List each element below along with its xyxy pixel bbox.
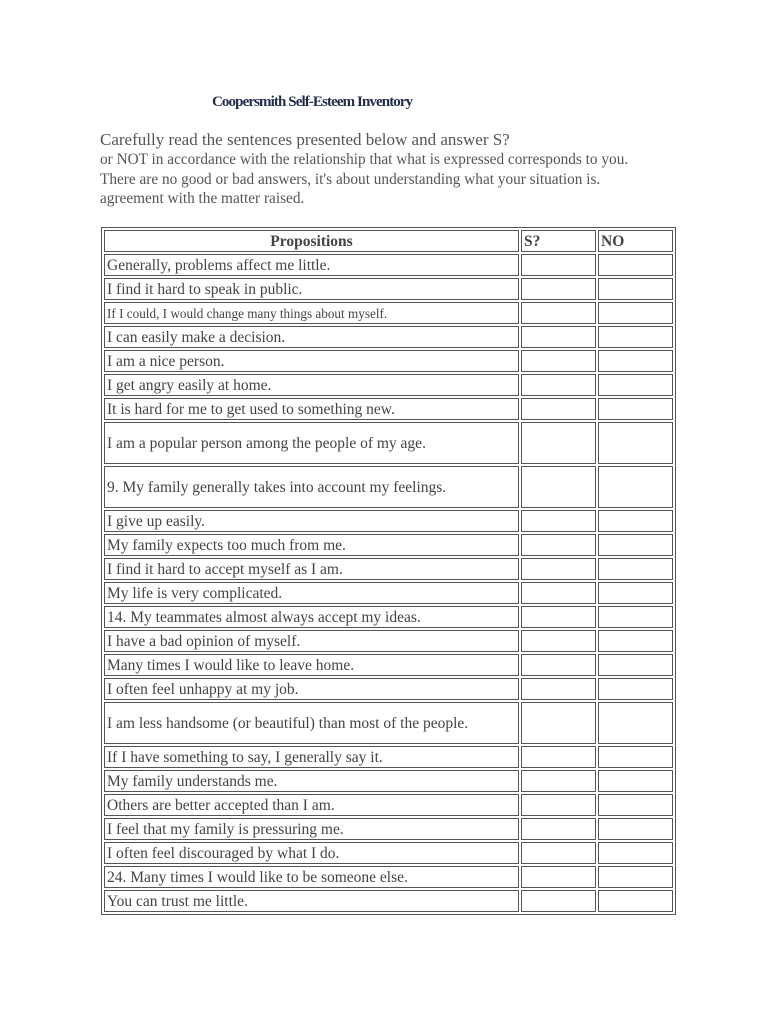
answer-no-cell[interactable]: [598, 422, 673, 464]
answer-s-cell[interactable]: [521, 254, 596, 276]
instruction-line: There are no good or bad answers, it's about understanding what your situation is.: [100, 170, 601, 188]
answer-no-cell[interactable]: [598, 350, 673, 372]
table-row: [104, 818, 673, 840]
answer-s-cell[interactable]: [521, 302, 596, 324]
table-row: [104, 654, 673, 676]
proposition-text: If I could, I would change many things about myself.: [104, 302, 519, 324]
proposition-text: I am a nice person.: [104, 350, 519, 372]
table-row: [104, 398, 673, 420]
table-row: [104, 630, 673, 652]
table-row: [104, 510, 673, 532]
answer-no-cell[interactable]: [598, 678, 673, 700]
answer-no-cell[interactable]: [598, 794, 673, 816]
instruction-line: Carefully read the sentences presented below and answer S?: [100, 130, 510, 149]
table-row: [104, 326, 673, 348]
answer-no-cell[interactable]: [598, 398, 673, 420]
answer-s-cell[interactable]: [521, 278, 596, 300]
table-row: [104, 582, 673, 604]
proposition-text: I get angry easily at home.: [104, 374, 519, 396]
answer-no-cell[interactable]: [598, 866, 673, 888]
answer-no-cell[interactable]: [598, 326, 673, 348]
document-title: Coopersmith Self-Esteem Inventory: [212, 94, 413, 110]
table-row: [104, 770, 673, 792]
answer-no-cell[interactable]: [598, 374, 673, 396]
proposition-text: You can trust me little.: [104, 890, 519, 912]
answer-no-cell[interactable]: [598, 746, 673, 768]
answer-s-cell[interactable]: [521, 746, 596, 768]
proposition-text: I find it hard to speak in public.: [104, 278, 519, 300]
answer-s-cell[interactable]: [521, 374, 596, 396]
instructions: [100, 130, 700, 209]
proposition-text: I have a bad opinion of myself.: [104, 630, 519, 652]
table-row: [104, 866, 673, 888]
table-row: [104, 794, 673, 816]
table-row: [104, 466, 673, 508]
table-row: [104, 254, 673, 276]
proposition-text: If I have something to say, I generally say it.: [104, 746, 519, 768]
answer-s-cell[interactable]: [521, 398, 596, 420]
answer-no-cell[interactable]: [598, 278, 673, 300]
table-row: [104, 890, 673, 912]
answer-no-cell[interactable]: [598, 582, 673, 604]
no-header: NO: [598, 230, 673, 252]
answer-s-cell[interactable]: [521, 510, 596, 532]
proposition-text: My life is very complicated.: [104, 582, 519, 604]
proposition-text: I often feel discouraged by what I do.: [104, 842, 519, 864]
proposition-text: My family understands me.: [104, 770, 519, 792]
propositions-header: Propositions: [104, 230, 519, 252]
answer-s-cell[interactable]: [521, 558, 596, 580]
table-row: [104, 842, 673, 864]
answer-s-cell[interactable]: [521, 326, 596, 348]
answer-no-cell[interactable]: [598, 606, 673, 628]
answer-no-cell[interactable]: [598, 510, 673, 532]
answer-s-cell[interactable]: [521, 678, 596, 700]
proposition-text: Others are better accepted than I am.: [104, 794, 519, 816]
table-row: [104, 374, 673, 396]
table-row: [104, 534, 673, 556]
answer-no-cell[interactable]: [598, 302, 673, 324]
answer-no-cell[interactable]: [598, 534, 673, 556]
answer-s-cell[interactable]: [521, 422, 596, 464]
answer-s-cell[interactable]: [521, 770, 596, 792]
answer-s-cell[interactable]: [521, 654, 596, 676]
table-row: [104, 606, 673, 628]
answer-no-cell[interactable]: [598, 770, 673, 792]
proposition-text: Many times I would like to leave home.: [104, 654, 519, 676]
answer-s-cell[interactable]: [521, 466, 596, 508]
answer-no-cell[interactable]: [598, 630, 673, 652]
proposition-text: I feel that my family is pressuring me.: [104, 818, 519, 840]
answer-s-cell[interactable]: [521, 702, 596, 744]
proposition-text: I am a popular person among the people of my age.: [104, 422, 519, 464]
table-row: [104, 278, 673, 300]
answer-no-cell[interactable]: [598, 890, 673, 912]
proposition-text: 9. My family generally takes into account my feelings.: [104, 466, 519, 508]
proposition-text: I am less handsome (or beautiful) than most of the people.: [104, 702, 519, 744]
proposition-text: Generally, problems affect me little.: [104, 254, 519, 276]
table-row: [104, 678, 673, 700]
table-row: [104, 702, 673, 744]
answer-s-cell[interactable]: [521, 818, 596, 840]
answer-s-cell[interactable]: [521, 794, 596, 816]
propositions-table: [101, 227, 676, 915]
answer-s-cell[interactable]: [521, 630, 596, 652]
answer-s-cell[interactable]: [521, 534, 596, 556]
answer-s-cell[interactable]: [521, 582, 596, 604]
proposition-text: It is hard for me to get used to something new.: [104, 398, 519, 420]
answer-no-cell[interactable]: [598, 254, 673, 276]
answer-no-cell[interactable]: [598, 558, 673, 580]
proposition-text: I give up easily.: [104, 510, 519, 532]
instruction-line: agreement with the matter raised.: [100, 190, 305, 207]
proposition-text: I find it hard to accept myself as I am.: [104, 558, 519, 580]
answer-no-cell[interactable]: [598, 654, 673, 676]
table-header-row: [104, 230, 673, 252]
proposition-text: I can easily make a decision.: [104, 326, 519, 348]
proposition-text: I often feel unhappy at my job.: [104, 678, 519, 700]
answer-s-cell[interactable]: [521, 606, 596, 628]
proposition-text: 24. Many times I would like to be someone else.: [104, 866, 519, 888]
table-row: [104, 558, 673, 580]
table-row: [104, 746, 673, 768]
answer-no-cell[interactable]: [598, 818, 673, 840]
answer-no-cell[interactable]: [598, 842, 673, 864]
answer-no-cell[interactable]: [598, 466, 673, 508]
proposition-text: 14. My teammates almost always accept my ideas.: [104, 606, 519, 628]
answer-s-cell[interactable]: [521, 842, 596, 864]
table-row: [104, 302, 673, 324]
s-header: S?: [521, 230, 596, 252]
table-row: [104, 422, 673, 464]
answer-s-cell[interactable]: [521, 350, 596, 372]
instruction-line: or NOT in accordance with the relationship that what is expressed corresponds to you.: [100, 151, 629, 168]
proposition-text: My family expects too much from me.: [104, 534, 519, 556]
answer-s-cell[interactable]: [521, 866, 596, 888]
table-row: [104, 350, 673, 372]
answer-no-cell[interactable]: [598, 702, 673, 744]
answer-s-cell[interactable]: [521, 890, 596, 912]
